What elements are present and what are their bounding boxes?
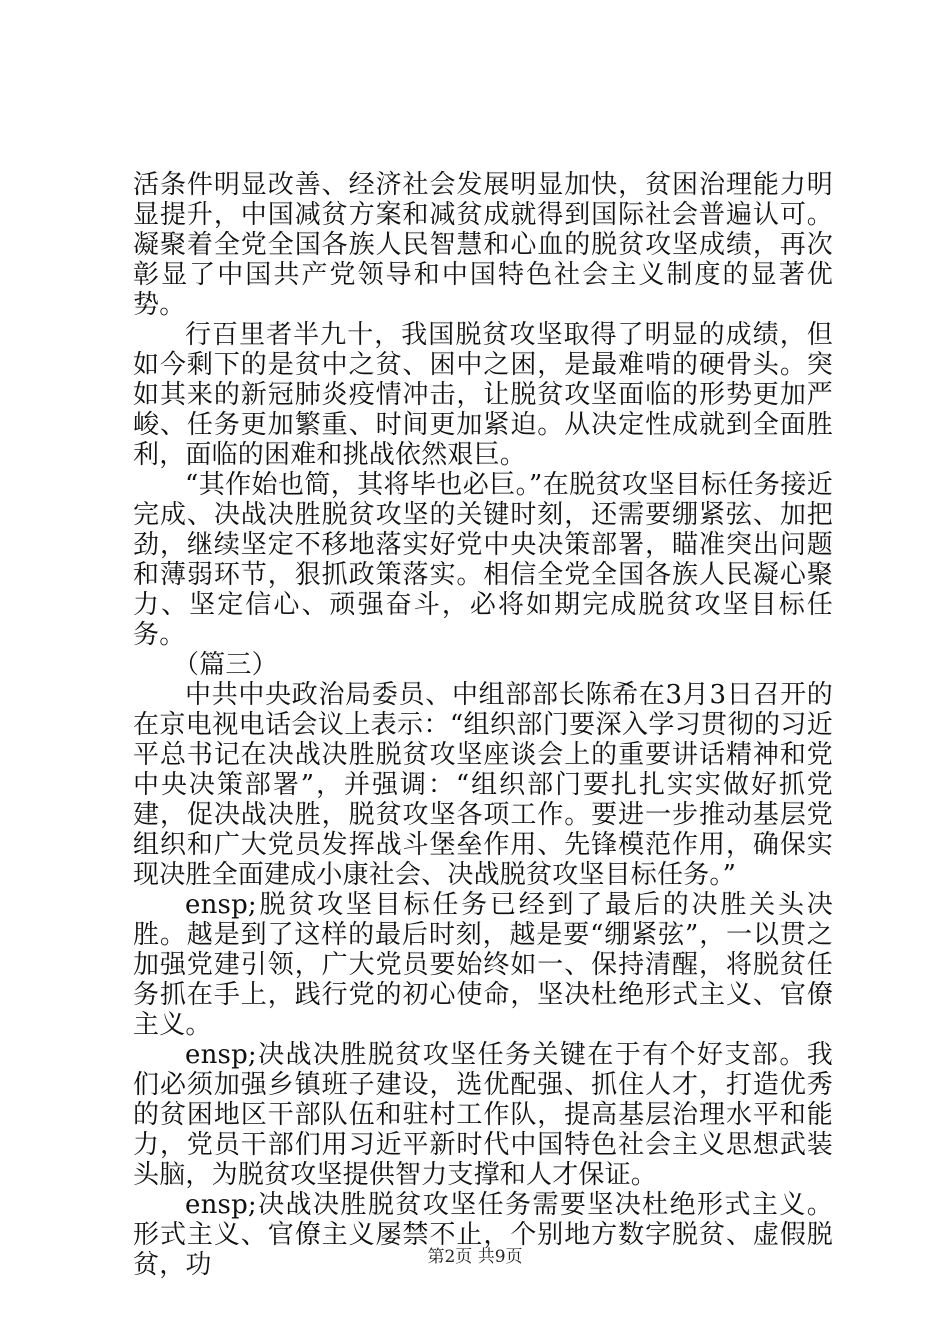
paragraph-2: 行百里者半九十，我国脱贫攻坚取得了明显的成绩，但如今剩下的是贫中之贫、困中之困，是最难啃的硬骨头。突如其来的新冠肺炎疫情冲击，让脱贫攻坚面临的形势更加严峻、任务更加繁重、时间更加紧迫。从决定性成就到全面胜利，面临的困难和挑战依然艰巨。 xyxy=(133,320,833,470)
section-heading: （篇三） xyxy=(173,650,278,680)
document-body xyxy=(133,170,833,1280)
paragraph-4: 中共中央政治局委员、中组部部长陈希在3月3日召开的在京电视电话会议上表示：“组织部门要深入学习贯彻的习近平总书记在决战决胜脱贫攻坚座谈会上的重要讲话精神和党中央决策部署”，并强调：“组织部门要扎扎实实做好抓党建，促决战决胜，脱贫攻坚各项工作。要进一步推动基层党组织和广大党员发挥战斗堡垒作用、先锋模范作用，确保实现决胜全面建成小康社会、决战脱贫攻坚目标任务。” xyxy=(133,680,833,890)
paragraph-5: ensp;脱贫攻坚目标任务已经到了最后的决胜关头决胜。越是到了这样的最后时刻，越是要“绷紧弦”，一以贯之加强党建引领，广大党员要始终如一、保持清醒，将脱贫任务抓在手上，践行党的初心使命，坚决杜绝形式主义、官僚主义。 xyxy=(133,890,833,1040)
paragraph-1: 活条件明显改善、经济社会发展明显加快，贫困治理能力明显提升，中国减贫方案和减贫成就得到国际社会普遍认可。凝聚着全党全国各族人民智慧和心血的脱贫攻坚成绩，再次彰显了中国共产党领导和中国特色社会主义制度的显著优势。 xyxy=(133,170,833,320)
page-footer: 第2页 共9页 xyxy=(427,1247,523,1267)
paragraph-7: ensp;决战决胜脱贫攻坚任务需要坚决杜绝形式主义。形式主义、官僚主义屡禁不止，个别地方数字脱贫、虚假脱贫，功 xyxy=(133,1190,833,1280)
paragraph-6: ensp;决战决胜脱贫攻坚任务关键在于有个好支部。我们必须加强乡镇班子建设，选优配强、抓住人才，打造优秀的贫困地区干部队伍和驻村工作队，提高基层治理水平和能力，党员干部们用习近平新时代中国特色社会主义思想武装头脑，为脱贫攻坚提供智力支撑和人才保证。 xyxy=(133,1040,833,1190)
paragraph-3: “其作始也简，其将毕也必巨。”在脱贫攻坚目标任务接近完成、决战决胜脱贫攻坚的关键时刻，还需要绷紧弦、加把劲，继续坚定不移地落实好党中央决策部署，瞄准突出问题和薄弱环节，狠抓政策落实。相信全党全国各族人民凝心聚力、坚定信心、顽强奋斗，必将如期完成脱贫攻坚目标任务。 xyxy=(133,470,833,650)
